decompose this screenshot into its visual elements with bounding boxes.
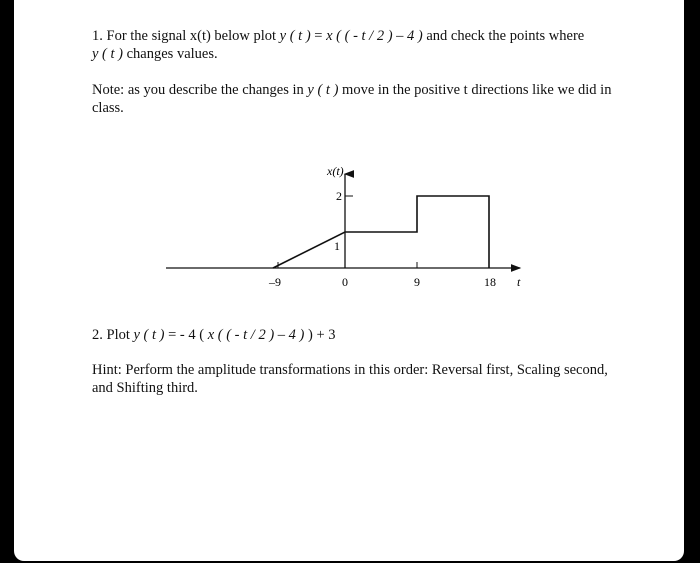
note-text: Note: as you describe the changes in y ( t ) move in the positive t directions like we did in class. xyxy=(92,82,612,116)
eq-y: y ( t ) xyxy=(279,28,311,44)
problem-2-text: 2. Plot y ( t ) = - 4 ( x ( ( - t / 2 ) – 4 ) ) + 3 xyxy=(92,327,336,343)
y-tick-1-label: 1 xyxy=(334,239,340,253)
x-axis-label: t xyxy=(517,275,521,289)
signal-line xyxy=(273,196,489,268)
eq-x: x ( ( - t / 2 ) – 4 ) xyxy=(326,28,423,44)
hint-text: Hint: Perform the amplitude transformations in this order: Reversal first, Scaling second, and Shifting third. xyxy=(92,362,608,396)
x-tick-18: 18 xyxy=(484,275,496,289)
problem-1-text: 1. For the signal x(t) below plot y ( t ) = x ( ( - t / 2 ) – 4 ) and check the points where y ( t ) changes values. xyxy=(92,28,585,62)
y-tick-2-label: 2 xyxy=(336,189,342,203)
signal-plot xyxy=(14,158,684,298)
x-tick-0: 0 xyxy=(342,275,348,289)
document-page xyxy=(14,0,684,561)
x-tick-9: 9 xyxy=(414,275,420,289)
x-tick-neg9: –9 xyxy=(269,275,281,289)
y-axis-label: x(t) xyxy=(327,164,344,178)
